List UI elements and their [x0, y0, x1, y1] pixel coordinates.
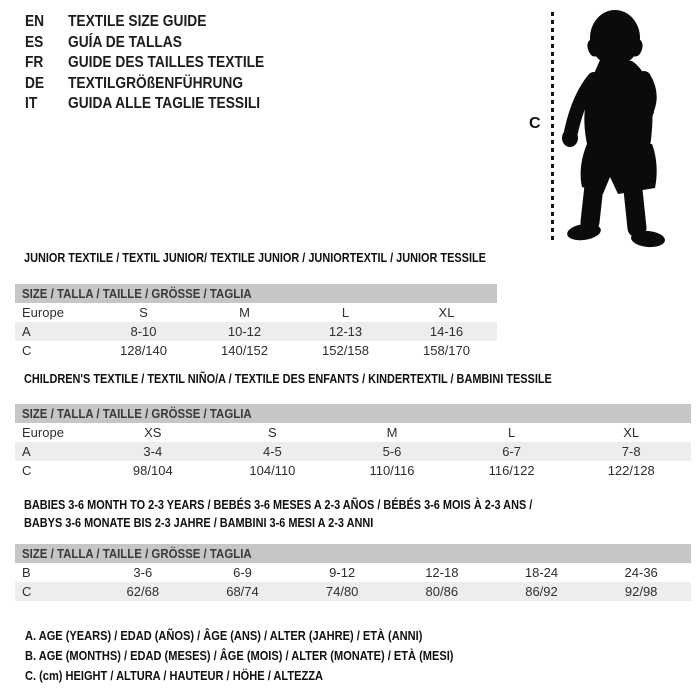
cell-value: 68/74: [226, 584, 259, 599]
row-label: A: [22, 444, 31, 459]
legend-age-months: B. AGE (MONTHS) / EDAD (MESES) / ÂGE (MOIS) / ALTER (MONATE) / ETÀ (MESI): [25, 648, 454, 663]
children-textile-section: [15, 371, 691, 480]
cell-value: 116/122: [488, 463, 535, 478]
cell-value: L: [507, 425, 516, 440]
row-label: C: [22, 343, 32, 358]
table-row-height: [15, 582, 691, 601]
language-code: EN: [25, 13, 45, 30]
size-header-bar: [15, 284, 497, 303]
cell-value: 3-6: [133, 565, 153, 580]
language-row: [25, 53, 264, 74]
section-title-children: CHILDREN'S TEXTILE / TEXTIL NIÑO/A / TEXTILE DES ENFANTS / KINDERTEXTIL / BAMBINI TESSILE: [24, 371, 552, 386]
cell-value: S: [268, 425, 277, 440]
table-row-europe: [15, 303, 497, 322]
cell-value: 122/128: [607, 463, 655, 478]
language-row: [25, 33, 264, 54]
legend-age-years: A. AGE (YEARS) / EDAD (AÑOS) / ÂGE (ANS) / ALTER (JAHRE) / ETÀ (ANNI): [25, 628, 423, 643]
cell-value: M: [239, 305, 250, 320]
row-label: C: [22, 584, 32, 599]
cell-value: 74/80: [325, 584, 359, 599]
cell-value: 6-7: [502, 444, 521, 459]
language-title: TEXTILGRÖßENFÜHRUNG: [68, 74, 244, 92]
language-code: DE: [25, 74, 45, 92]
height-measure-label: C: [529, 115, 541, 132]
cell-value: 62/68: [126, 584, 160, 599]
table-row-height: [15, 341, 497, 360]
cell-value: 86/92: [525, 584, 558, 599]
row-label: B: [22, 565, 31, 580]
cell-value: 6-9: [233, 565, 252, 580]
cell-value: XL: [438, 305, 455, 320]
section-title-babies-line2: BABYS 3-6 MONATE BIS 2-3 JAHRE / BAMBINI 3-6 MESI A 2-3 ANNI: [24, 514, 374, 530]
language-list: [25, 12, 303, 115]
cell-value: 9-12: [329, 565, 356, 580]
cell-value: 152/158: [322, 343, 369, 358]
section-title-junior: JUNIOR TEXTILE / TEXTIL JUNIOR/ TEXTILE JUNIOR / JUNIORTEXTIL / JUNIOR TESSILE: [24, 250, 486, 265]
cell-value: 12-18: [425, 565, 459, 580]
cell-value: 8-10: [130, 324, 157, 339]
size-header-label: SIZE / TALLA / TAILLE / GRÖSSE / TAGLIA: [22, 286, 252, 301]
language-row: [25, 12, 264, 33]
table-row-europe: [15, 423, 691, 442]
cell-value: 98/104: [132, 463, 173, 478]
language-title: GUIDA ALLE TAGLIE TESSILI: [68, 95, 261, 112]
cell-value: 24-36: [624, 565, 658, 580]
cell-value: 7-8: [621, 444, 641, 459]
language-code: FR: [25, 54, 44, 71]
measure-legend: [25, 626, 529, 686]
row-label: Europe: [22, 425, 64, 440]
cell-value: 128/140: [120, 343, 167, 358]
table-row-age-months: [15, 563, 691, 582]
cell-value: 5-6: [382, 444, 402, 459]
height-dashed-line: [551, 12, 554, 244]
legend-height: C. (cm) HEIGHT / ALTURA / HAUTEUR / HÖHE / ALTEZZA: [25, 668, 323, 683]
size-header-label: SIZE / TALLA / TAILLE / GRÖSSE / TAGLIA: [22, 406, 252, 421]
table-row-height: [15, 461, 691, 480]
table-row-age: [15, 442, 691, 461]
language-row: [25, 94, 264, 115]
cell-value: 12-13: [328, 324, 363, 339]
language-code: ES: [25, 33, 44, 51]
row-label: A: [22, 324, 31, 339]
language-title: GUIDE DES TAILLES TEXTILE: [68, 54, 265, 71]
cell-value: 3-4: [143, 444, 163, 459]
language-row: [25, 74, 264, 95]
cell-value: 14-16: [429, 324, 464, 339]
cell-value: XS: [144, 425, 162, 440]
language-title: GUÍA DE TALLAS: [68, 33, 182, 51]
section-title-babies-line1: BABIES 3-6 MONTH TO 2-3 YEARS / BEBÉS 3-6 MESES A 2-3 AÑOS / BÉBÉS 3-6 MOIS À 2-3 ANS /: [24, 497, 533, 512]
size-header-label: SIZE / TALLA / TAILLE / GRÖSSE / TAGLIA: [22, 546, 252, 561]
cell-value: L: [341, 305, 350, 320]
cell-value: 10-12: [227, 324, 262, 339]
cell-value: 18-24: [524, 565, 559, 580]
size-header-bar: [15, 544, 691, 563]
language-title: TEXTILE SIZE GUIDE: [68, 13, 207, 30]
cell-value: 158/170: [423, 343, 470, 358]
cell-value: 4-5: [262, 444, 282, 459]
toddler-silhouette-icon: [556, 6, 696, 250]
babies-textile-section: [15, 496, 691, 601]
cell-value: S: [139, 305, 148, 320]
row-label: C: [22, 463, 32, 478]
cell-value: 92/98: [624, 584, 658, 599]
table-row-age: [15, 322, 497, 341]
cell-value: XL: [623, 425, 640, 440]
row-label: Europe: [22, 305, 64, 320]
cell-value: 140/152: [221, 343, 268, 358]
cell-value: 110/116: [369, 463, 415, 478]
cell-value: 104/110: [249, 463, 296, 478]
size-header-bar: [15, 404, 691, 423]
language-code: IT: [25, 95, 38, 112]
cell-value: M: [386, 425, 398, 440]
junior-textile-section: [15, 250, 497, 360]
cell-value: 80/86: [425, 584, 459, 599]
